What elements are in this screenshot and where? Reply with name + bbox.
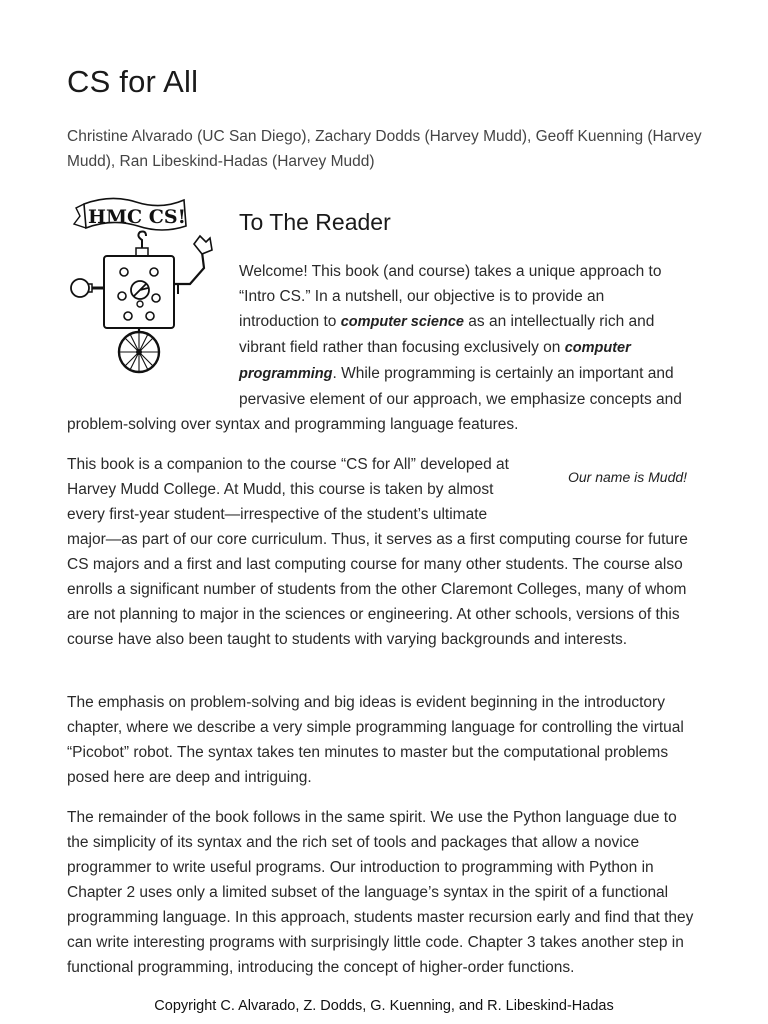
line-text: . While programming is certainly an important and [332, 365, 674, 382]
page-title: CS for All [67, 64, 199, 99]
paragraph-line: every first-year student—irrespective of the student’s ultimate [67, 506, 488, 523]
line-text: as an intellectually rich and [464, 313, 655, 330]
paragraph-line [67, 361, 701, 387]
paragraph-line [67, 309, 701, 335]
logo-banner-text: HMC CS! [88, 206, 186, 228]
author-list: Christine Alvarado (UC San Diego), Zachary Dodds (Harvey Mudd), Geoff Kuenning (Harvey Mudd), Ran Libeskind-Hadas (Harvey Mudd) [67, 128, 702, 170]
line-text: introduction to [239, 313, 341, 330]
paragraph-line: “Intro CS.” In a nutshell, our objective is to provide an [239, 288, 605, 305]
paragraph-line: pervasive element of our approach, we emphasize concepts and [239, 391, 682, 408]
line-text: vibrant field rather than focusing exclusively on [239, 339, 565, 356]
emphasis-term: computer science [340, 314, 464, 330]
paragraph-line: Welcome! This book (and course) takes a unique approach to [239, 263, 662, 280]
paragraph-line: problem-solving over syntax and programming language features. [67, 416, 519, 433]
paragraph-line: Harvey Mudd College. At Mudd, this course is taken by almost [67, 481, 494, 498]
section-heading: To The Reader [239, 209, 391, 235]
paragraph-line [67, 335, 701, 361]
paragraph-text: major—as part of our core curriculum. Thus, it serves as a first computing course for future CS majors and a first and last computing course for many other students. The course also enrolls a significant number of students from the other Claremont Colleges, many of whom are not planning to major in the sciences or engineering. At other schools, versions of this course have also been taught to students with varying backgrounds and interests. [67, 531, 688, 648]
figure-caption: Our name is Mudd! [568, 469, 688, 485]
python-paragraph: The remainder of the book follows in the same spirit. We use the Python language due to the simplicity of its syntax and the rich set of tools and packages that allow a novice programmer to write useful programs. Our introduction to programming with Python in Chapter 2 uses only a limited subset of the language’s syntax in the spirit of a functional programming language. In this approach, students master recursion early and find that they can write interesting programs with surprisingly little code. Chapter 3 takes another step in functional programming, introducing the concept of higher-order functions. [67, 809, 694, 976]
intro-paragraph [67, 259, 701, 437]
copyright-footer: Copyright C. Alvarado, Z. Dodds, G. Kuenning, and R. Libeskind-Hadas [154, 998, 614, 1014]
emphasis-term: programming [239, 366, 333, 382]
picobot-paragraph: The emphasis on problem-solving and big ideas is evident beginning in the introductory chapter, where we describe a very simple programming language for controlling the virtual “Picobot” robot. The syntax takes ten minutes to master but the computational problems posed here are deep and intriguing. [67, 694, 684, 786]
emphasis-term: computer [564, 340, 631, 356]
paragraph-line: This book is a companion to the course “CS for All” developed at [67, 456, 509, 473]
